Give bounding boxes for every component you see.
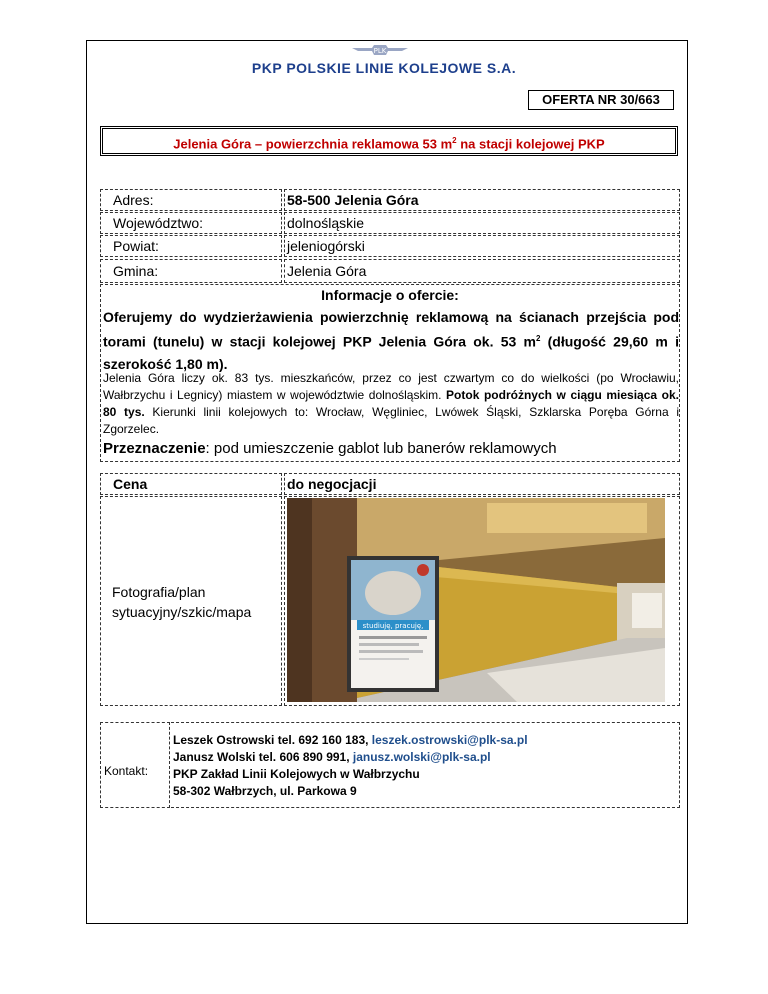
price-label: Cena xyxy=(100,473,282,495)
info-header: Informacje o ofercie: xyxy=(321,287,459,303)
email-link-2[interactable]: janusz.wolski@plk-sa.pl xyxy=(352,750,491,764)
offer-lead: Oferujemy do wydzierżawienia powierzchnię reklamową na ścianach przejścia pod torami (tunelu) w stacji kolejowej PKP Jelenia Góra ok. 53 $m^2$ (długość 29,60 m i szerokość 1,80 m). xyxy=(103,309,679,372)
field-label-commune: Gmina: xyxy=(100,259,282,283)
offer-description: Jelenia Góra liczy ok. 83 tys. mieszkańców, przez co jest czwartym co do wielkości (po Wrocławiu, Wałbrzychu i Legnicy) miastem w województwie dolnośląskim. Potok podróżnych w ciągu miesiąca ok. 80 tys. Kierunki linii kolejowych to: Wrocław, Węgliniec, Lwówek Śląski, Szklarska Poręba Górna i Zgorzelec. xyxy=(103,371,679,436)
contact-line-2: Janusz Wolski tel. 606 890 991, janusz.wolski@plk-sa.pl xyxy=(173,750,491,764)
field-value-commune: Jelenia Góra xyxy=(284,259,680,283)
contact-line-3: PKP Zakład Linii Kolejowych w Wałbrzychu xyxy=(173,767,420,781)
svg-text:studiuję, pracuję,: studiuję, pracuję, xyxy=(362,622,424,630)
offer-number: OFERTA NR 30/663 xyxy=(528,90,674,110)
contact-details xyxy=(173,732,528,800)
photo-label: Fotografia/plan sytuacyjny/szkic/mapa xyxy=(112,584,252,620)
company-name: PKP POLSKIE LINIE KOLEJOWE S.A. xyxy=(251,60,517,76)
offer-title: Jelenia Góra – powierzchnia reklamowa 53 $m^2$ na stacji kolejowej PKP xyxy=(100,126,678,156)
field-value-address: 58-500 Jelenia Góra xyxy=(284,189,680,211)
field-value-county: jeleniogórski xyxy=(284,235,680,257)
field-label-voivodeship: Województwo: xyxy=(100,212,282,234)
contact-label: Kontakt: xyxy=(104,764,149,778)
contact-line-4: 58-302 Wałbrzych, ul. Parkowa 9 xyxy=(173,784,357,798)
field-value-voivodeship: dolnośląskie xyxy=(284,212,680,234)
tunnel-photo xyxy=(287,498,665,702)
email-link-1[interactable]: leszek.ostrowski@plk-sa.pl xyxy=(371,733,528,747)
field-label-address: Adres: xyxy=(100,189,282,211)
price-value: do negocjacji xyxy=(284,473,680,495)
svg-text:PLK: PLK xyxy=(373,47,387,55)
plk-logo-icon xyxy=(352,42,408,58)
offer-purpose: Przeznaczenie: pod umieszczenie gablot lub banerów reklamowych xyxy=(103,440,557,457)
field-label-county: Powiat: xyxy=(100,235,282,257)
contact-line-1: Leszek Ostrowski tel. 692 160 183, leszek.ostrowski@plk-sa.pl xyxy=(173,733,528,747)
